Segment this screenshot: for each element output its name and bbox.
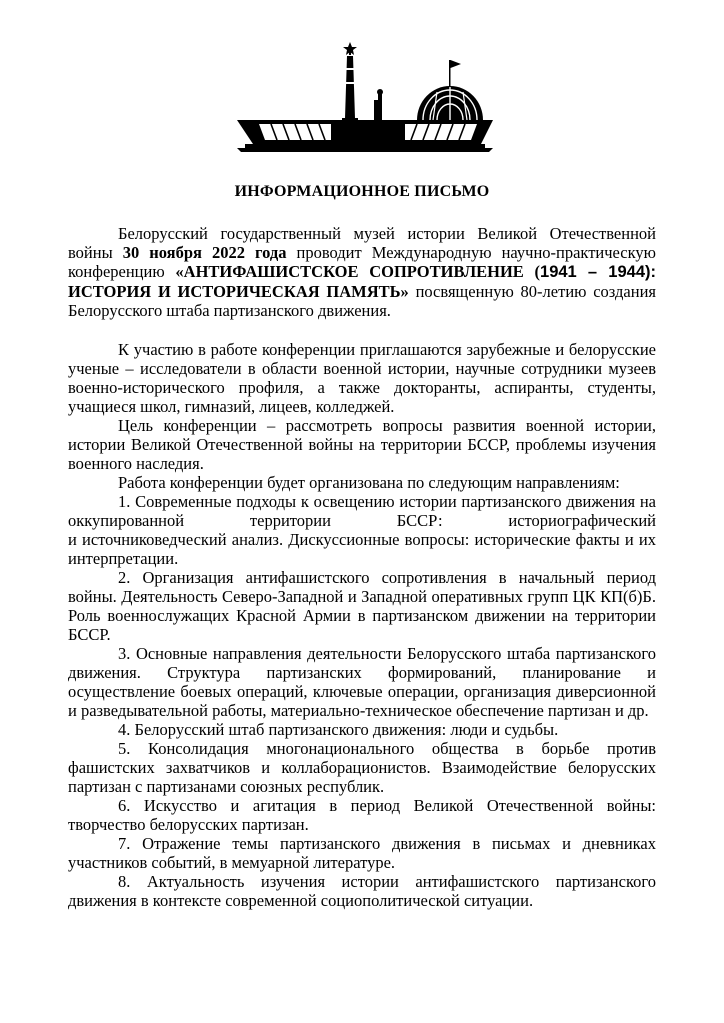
letter-title: ИНФОРМАЦИОННОЕ ПИСЬМО bbox=[234, 183, 490, 200]
museum-logo bbox=[237, 40, 493, 158]
conference-date: 30 ноября 2022 года bbox=[122, 243, 287, 262]
directions-intro: Работа конференции будет организована по следующим направлениям: bbox=[118, 473, 620, 492]
conference-name-b: ИСТОРИЯ И ИСТОРИЧЕСКАЯ ПАМЯТЬ» bbox=[68, 282, 409, 301]
direction-item-continued: и источниковедческий анализ. Дискуссионные вопросы: исторические факты и их интерпретации. bbox=[68, 530, 656, 568]
direction-item: 2. Организация антифашистского сопротивления в начальный период войны. Деятельность Северо-Западной и Западной оперативных групп ЦК КП(б)Б. Роль военнослужащих Красной Армии в партизанском движении на территории БССР. bbox=[68, 568, 656, 644]
direction-item: 1. Современные подходы к освещению истории партизанского движения на оккупированной территории БССР: историографический bbox=[68, 492, 656, 530]
goal-paragraph: Цель конференции – рассмотреть вопросы развития военной истории, истории Великой Отечественной войны на территории БССР, проблемы изучения военного наследия. bbox=[68, 416, 656, 473]
direction-item: 5. Консолидация многонационального общества в борьбе против фашистских захватчиков и коллаборационистов. Взаимодействие белорусских партизан с партизанами союзных республик. bbox=[68, 739, 656, 796]
letter-body bbox=[68, 224, 656, 910]
intro-text-c: посвященную 80-летию создания Белорусского штаба партизанского движения. bbox=[68, 282, 656, 320]
direction-item: 3. Основные направления деятельности Белорусского штаба партизанского движения. Структура партизанских формирований, планирование и осуществление боевых операций, ключевые операции, организация диверсионной и разведывательной работы, материально-техническое обеспечение партизан и др. bbox=[68, 644, 656, 720]
intro-text-a: Белорусский государственный музей истории Великой Отечественной войны bbox=[68, 224, 656, 262]
conference-years: 1941 – 1944): bbox=[540, 263, 656, 281]
participants-paragraph: К участию в работе конференции приглашаются зарубежные и белорусские ученые – исследователи в области военной истории, научные сотрудники музеев военно-исторического профиля, а также докторанты, аспиранты, студенты, учащиеся школ, гимназий, лицеев, колледжей. bbox=[68, 340, 656, 416]
conference-name-a: «АНТИФАШИСТСКОЕ СОПРОТИВЛЕНИЕ ( bbox=[175, 262, 541, 281]
direction-item: 8. Актуальность изучения истории антифашистского партизанского движения в контексте современной социополитической ситуации. bbox=[68, 872, 656, 910]
direction-item: 4. Белорусский штаб партизанского движения: люди и судьбы. bbox=[118, 720, 559, 739]
direction-item: 7. Отражение темы партизанского движения в письмах и дневниках участников событий, в мемуарной литературе. bbox=[68, 834, 656, 872]
intro-paragraph bbox=[68, 224, 656, 320]
direction-item: 6. Искусство и агитация в период Великой Отечественной войны: творчество белорусских партизан. bbox=[68, 796, 656, 834]
intro-text-b: проводит Международную научно-практическую конференцию bbox=[68, 243, 656, 281]
